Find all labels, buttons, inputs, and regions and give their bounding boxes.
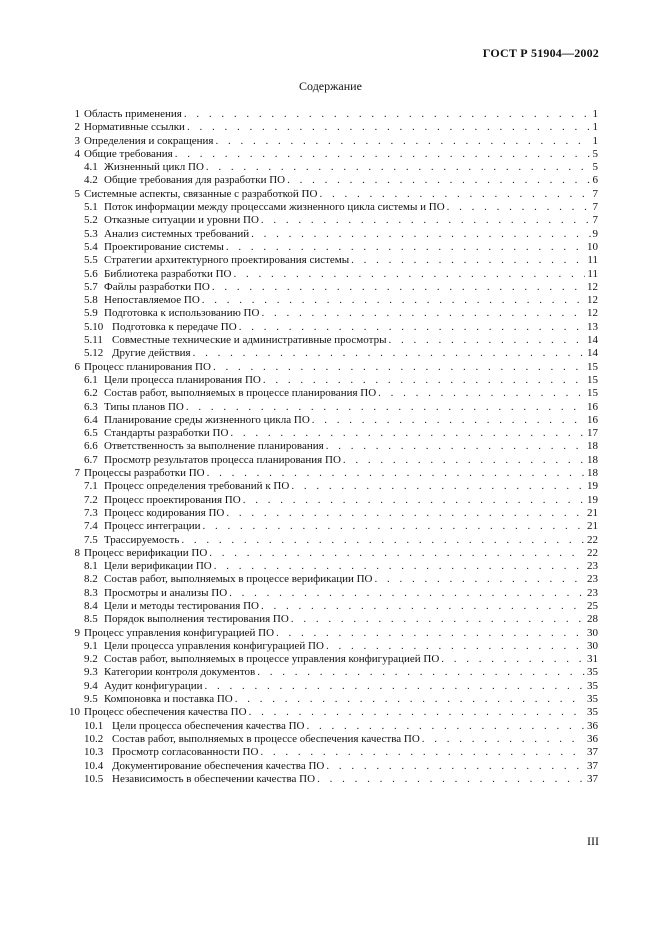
- toc-entry-page: 35: [587, 693, 598, 706]
- dot-leader: [230, 427, 585, 440]
- toc-entry-number: 5.4: [84, 240, 98, 253]
- toc-entry-title: Планирование среды жизненного цикла ПО: [104, 413, 310, 426]
- dot-leader: [378, 387, 585, 400]
- toc-entry-title: Документирование обеспечения качества ПО: [112, 759, 325, 772]
- toc-entry-number: 7: [74, 467, 80, 480]
- toc-entry-title: Цели процесса обеспечения качества ПО: [112, 719, 305, 732]
- dot-leader: [257, 666, 585, 679]
- toc-entry-title: Состав работ, выполняемых в процессе верификации ПО: [104, 573, 373, 586]
- toc-entry-number: 9.1: [84, 639, 98, 652]
- toc-entry-number: 6.1: [84, 373, 98, 386]
- dot-leader: [249, 706, 585, 719]
- toc-entry-page: 21: [587, 520, 598, 533]
- toc-entry[interactable]: [64, 600, 598, 613]
- toc-entry-title: Определения и сокращения: [84, 134, 214, 147]
- toc-entry-number: 10: [69, 706, 80, 719]
- toc-entry-page: 36: [587, 719, 598, 732]
- dot-leader: [326, 640, 585, 653]
- toc-entry-page: 5: [592, 161, 598, 174]
- toc-entry-page: 9: [592, 227, 598, 240]
- toc-entry-title: Цели верификации ПО: [104, 560, 212, 573]
- dot-leader: [193, 347, 585, 360]
- toc-entry-title: Анализ системных требований: [104, 227, 250, 240]
- toc-entry-title: Просмотры и анализы ПО: [104, 586, 228, 599]
- toc-entry[interactable]: [64, 680, 598, 693]
- toc-entry-title: Цели и методы тестирования ПО: [104, 599, 259, 612]
- dot-leader: [422, 733, 585, 746]
- toc-entry[interactable]: [64, 653, 598, 666]
- toc-entry-title: Типы планов ПО: [104, 400, 184, 413]
- toc-entry-page: 17: [587, 427, 598, 440]
- toc-entry-title: Отказные ситуации и уровни ПО: [104, 214, 259, 227]
- toc-entry-page: 15: [587, 373, 598, 386]
- toc-entry[interactable]: [64, 534, 598, 547]
- toc-entry-page: 19: [587, 480, 598, 493]
- toc-entry[interactable]: [64, 361, 598, 374]
- toc-entry-page: 35: [587, 679, 598, 692]
- toc-entry-title: Процессы разработки ПО: [84, 467, 205, 480]
- toc-entry-number: 8.1: [84, 560, 98, 573]
- toc-entry-page: 30: [587, 639, 598, 652]
- toc-entry-number: 6.2: [84, 387, 98, 400]
- toc-entry-number: 10.5: [84, 772, 104, 785]
- toc-entry-number: 5.6: [84, 267, 98, 280]
- toc-entry-number: 9: [74, 626, 80, 639]
- toc-entry-page: 31: [587, 653, 598, 666]
- toc-entry-title: Библиотека разработки ПО: [104, 267, 232, 280]
- toc-entry-number: 4: [74, 147, 80, 160]
- toc-entry-number: 5.7: [84, 280, 98, 293]
- dot-leader: [207, 467, 585, 480]
- toc-entry[interactable]: [64, 281, 598, 294]
- toc-entry[interactable]: [64, 640, 598, 653]
- toc-entry[interactable]: [64, 254, 598, 267]
- toc-entry-page: 22: [587, 546, 598, 559]
- toc-entry-page: 16: [587, 400, 598, 413]
- toc-entry[interactable]: [64, 148, 598, 161]
- dot-leader: [291, 613, 585, 626]
- toc-entry-number: 8.3: [84, 586, 98, 599]
- toc-entry-page: 37: [587, 746, 598, 759]
- toc-entry[interactable]: [64, 573, 598, 586]
- dot-leader: [343, 454, 585, 467]
- toc-entry-number: 7.2: [84, 493, 98, 506]
- dot-leader: [187, 121, 591, 134]
- standard-designation: ГОСТ Р 51904—2002: [482, 46, 599, 60]
- toc-entry-number: 9.3: [84, 666, 98, 679]
- toc-entry-page: 23: [587, 573, 598, 586]
- toc-entry-number: 5.5: [84, 254, 98, 267]
- toc-entry-number: 10.4: [84, 759, 104, 772]
- toc-entry-number: 10.1: [84, 719, 104, 732]
- toc-entry[interactable]: [64, 480, 598, 493]
- dot-leader: [212, 281, 585, 294]
- toc-entry[interactable]: [64, 773, 598, 786]
- toc-entry-page: 18: [587, 453, 598, 466]
- toc-entry-page: 11: [587, 267, 598, 280]
- toc-entry[interactable]: [64, 427, 598, 440]
- toc-entry-number: 2: [74, 121, 80, 134]
- dot-leader: [243, 494, 585, 507]
- dot-leader: [209, 547, 585, 560]
- toc-entry-page: 7: [592, 201, 598, 214]
- toc-entry-number: 5.9: [84, 307, 98, 320]
- toc-entry-number: 6: [74, 360, 80, 373]
- dot-leader: [239, 321, 585, 334]
- toc-entry[interactable]: [64, 347, 598, 360]
- dot-leader: [441, 653, 585, 666]
- toc-entry-title: Цели процесса планирования ПО: [104, 373, 261, 386]
- toc-entry[interactable]: [64, 666, 598, 679]
- toc-entry-page: 1: [592, 121, 598, 134]
- dot-leader: [181, 534, 585, 547]
- dot-leader: [261, 600, 585, 613]
- toc-entry-title: Состав работ, выполняемых в процессе управления конфигурацией ПО: [104, 653, 440, 666]
- dot-leader: [263, 374, 585, 387]
- toc-entry[interactable]: [64, 454, 598, 467]
- dot-leader: [175, 148, 591, 161]
- dot-leader: [306, 720, 585, 733]
- toc-entry-number: 5.1: [84, 201, 98, 214]
- toc-entry-number: 6.6: [84, 440, 98, 453]
- toc-entry-page: 18: [587, 440, 598, 453]
- dot-leader: [229, 587, 585, 600]
- toc-entry-title: Состав работ, выполняемых в процессе планирования ПО: [104, 387, 377, 400]
- dot-leader: [351, 254, 585, 267]
- toc-entry-title: Процесс кодирования ПО: [104, 506, 225, 519]
- toc-entry[interactable]: [64, 520, 598, 533]
- toc-entry-number: 5.2: [84, 214, 98, 227]
- toc-entry-number: 5.3: [84, 227, 98, 240]
- toc-entry[interactable]: [64, 188, 598, 201]
- toc-entry-number: 3: [74, 134, 80, 147]
- dot-leader: [214, 560, 585, 573]
- toc-entry-number: 5: [74, 187, 80, 200]
- toc-entry-page: 35: [587, 666, 598, 679]
- toc-entry-page: 5: [592, 147, 598, 160]
- dot-leader: [235, 693, 585, 706]
- toc-entry-title: Совместные технические и административные просмотры: [112, 334, 387, 347]
- toc-entry-page: 7: [592, 187, 598, 200]
- dot-leader: [215, 135, 590, 148]
- toc-entry[interactable]: [64, 760, 598, 773]
- toc-entry-number: 6.7: [84, 453, 98, 466]
- toc-entry-title: Ответственность за выполнение планирования: [104, 440, 324, 453]
- toc-entry-number: 9.4: [84, 679, 98, 692]
- toc-entry-title: Процесс интеграции: [104, 520, 201, 533]
- toc-entry[interactable]: [64, 706, 598, 719]
- toc-entry[interactable]: [64, 294, 598, 307]
- toc-entry-page: 1: [592, 108, 598, 120]
- toc-entry-title: Общие требования для разработки ПО: [104, 174, 286, 187]
- toc-entry[interactable]: [64, 494, 598, 507]
- toc-entry-title: Нормативные ссылки: [84, 121, 185, 134]
- toc-entry-number: 7.5: [84, 533, 98, 546]
- toc-title: Содержание: [299, 79, 362, 93]
- toc-entry-page: 37: [587, 772, 598, 785]
- toc-entry[interactable]: [64, 560, 598, 573]
- dot-leader: [317, 773, 585, 786]
- toc-entry-title: Поток информации между процессами жизненного цикла системы и ПО: [104, 201, 445, 214]
- toc-entry-page: 37: [587, 759, 598, 772]
- toc-entry-page: 12: [587, 280, 598, 293]
- toc-entry-page: 15: [587, 387, 598, 400]
- toc-entry[interactable]: [64, 414, 598, 427]
- toc-entry-title: Стандарты разработки ПО: [104, 427, 229, 440]
- dot-leader: [203, 520, 585, 533]
- toc-entry-title: Стратегии архитектурного проектирования системы: [104, 254, 350, 267]
- toc-entry-number: 4.1: [84, 161, 98, 174]
- toc-entry[interactable]: [64, 174, 598, 187]
- toc-entry-page: 30: [587, 626, 598, 639]
- dot-leader: [375, 573, 586, 586]
- toc-entry-title: Подготовка к передаче ПО: [112, 320, 237, 333]
- toc-entry-page: 7: [592, 214, 598, 227]
- toc-entry[interactable]: [64, 547, 598, 560]
- toc-entry[interactable]: [64, 627, 598, 640]
- dot-leader: [226, 507, 585, 520]
- toc-entry-page: 15: [587, 360, 598, 373]
- toc-entry[interactable]: [64, 334, 598, 347]
- toc-entry-title: Другие действия: [112, 347, 191, 360]
- toc-entry[interactable]: [64, 228, 598, 241]
- toc-entry[interactable]: [64, 387, 598, 400]
- toc-entry-page: 36: [587, 732, 598, 745]
- toc-entry-number: 9.2: [84, 653, 98, 666]
- toc-entry-title: Цели процесса управления конфигурацией ПО: [104, 639, 324, 652]
- toc-entry[interactable]: [64, 613, 598, 626]
- toc-entry-page: 16: [587, 413, 598, 426]
- toc-entry-title: Порядок выполнения тестирования ПО: [104, 613, 289, 626]
- toc-entry-page: 10: [587, 240, 598, 253]
- toc-entry-number: 10.3: [84, 746, 104, 759]
- toc-entry-title: Просмотр результатов процесса планирования ПО: [104, 453, 341, 466]
- toc-entry[interactable]: [64, 241, 598, 254]
- toc-entry-page: 11: [587, 254, 598, 267]
- dot-leader: [319, 188, 590, 201]
- page-number: III: [587, 834, 599, 848]
- toc-entry[interactable]: [64, 587, 598, 600]
- toc-entry-number: 6.5: [84, 427, 98, 440]
- dot-leader: [326, 760, 585, 773]
- dot-leader: [184, 108, 591, 121]
- toc-entry-page: 1: [592, 134, 598, 147]
- toc-entry-number: 4.2: [84, 174, 98, 187]
- toc-entry-page: 22: [587, 533, 598, 546]
- toc-entry[interactable]: [64, 321, 598, 334]
- toc-entry-title: Процесс управления конфигурацией ПО: [84, 626, 275, 639]
- toc-entry-title: Жизненный цикл ПО: [104, 161, 204, 174]
- toc-entry-page: 23: [587, 560, 598, 573]
- toc-entry-number: 10.2: [84, 732, 104, 745]
- toc-entry-number: 5.8: [84, 294, 98, 307]
- toc-entry-number: 1: [74, 108, 80, 120]
- toc-entry[interactable]: [64, 201, 598, 214]
- toc-entry-number: 9.5: [84, 693, 98, 706]
- toc-entry-page: 13: [587, 320, 598, 333]
- toc-entry-page: 19: [587, 493, 598, 506]
- toc-entry[interactable]: [64, 374, 598, 387]
- toc-entry-page: 35: [587, 706, 598, 719]
- dot-leader: [204, 680, 585, 693]
- toc-entry[interactable]: [64, 214, 598, 227]
- toc-entry-title: Просмотр согласованности ПО: [112, 746, 259, 759]
- toc-entry-number: 8.4: [84, 599, 98, 612]
- toc-entry-number: 8.5: [84, 613, 98, 626]
- toc-entry[interactable]: [64, 467, 598, 480]
- dot-leader: [261, 214, 591, 227]
- toc-entry-number: 8: [74, 546, 80, 559]
- toc-entry-title: Аудит конфигурации: [104, 679, 203, 692]
- toc-entry[interactable]: [64, 720, 598, 733]
- toc-entry-title: Процесс обеспечения качества ПО: [84, 706, 247, 719]
- toc-entry-title: Общие требования: [84, 147, 173, 160]
- toc-entry[interactable]: [64, 135, 598, 148]
- toc-entry-page: 28: [587, 613, 598, 626]
- dot-leader: [234, 268, 586, 281]
- dot-leader: [276, 627, 585, 640]
- toc-entry-title: Процесс планирования ПО: [84, 360, 211, 373]
- toc-entry-title: Область применения: [84, 108, 182, 120]
- toc-entry-number: 5.11: [84, 334, 103, 347]
- dot-leader: [260, 746, 585, 759]
- dot-leader: [213, 361, 585, 374]
- toc-entry-title: Категории контроля документов: [104, 666, 256, 679]
- dot-leader: [226, 241, 585, 254]
- toc-entry-title: Файлы разработки ПО: [104, 280, 210, 293]
- dot-leader: [202, 294, 585, 307]
- toc-entry-page: 18: [587, 467, 598, 480]
- toc-entry-title: Состав работ, выполняемых в процессе обеспечения качества ПО: [112, 732, 420, 745]
- toc-entry-number: 7.4: [84, 520, 98, 533]
- toc-entry-title: Компоновка и поставка ПО: [104, 693, 233, 706]
- toc-entry-page: 12: [587, 307, 598, 320]
- dot-leader: [186, 401, 585, 414]
- dot-leader: [287, 174, 590, 187]
- toc-entry-title: Процесс верификации ПО: [84, 546, 208, 559]
- toc-entry[interactable]: [64, 161, 598, 174]
- toc-entry[interactable]: [64, 440, 598, 453]
- toc-entry[interactable]: [64, 307, 598, 320]
- toc-entry[interactable]: [64, 401, 598, 414]
- dot-leader: [291, 480, 585, 493]
- dot-leader: [447, 201, 591, 214]
- toc-entry-page: 14: [587, 334, 598, 347]
- toc-entry-page: 21: [587, 506, 598, 519]
- toc-entry-page: 6: [592, 174, 598, 187]
- toc-entry-title: Процесс проектирования ПО: [104, 493, 241, 506]
- dot-leader: [251, 228, 590, 241]
- dot-leader: [326, 440, 585, 453]
- dot-leader: [261, 307, 585, 320]
- toc-entry-number: 7.1: [84, 480, 98, 493]
- toc-entry[interactable]: [64, 268, 598, 281]
- toc-entry-title: Проектирование системы: [104, 240, 224, 253]
- toc-entry-number: 5.12: [84, 347, 104, 360]
- toc-entry-number: 7.3: [84, 506, 98, 519]
- toc-entry-title: Процесс определения требований к ПО: [104, 480, 290, 493]
- toc-entry[interactable]: [64, 507, 598, 520]
- toc-entry-title: Непоставляемое ПО: [104, 294, 200, 307]
- toc-entry-title: Независимость в обеспечении качества ПО: [112, 772, 316, 785]
- toc-entry-number: 8.2: [84, 573, 98, 586]
- toc-entry[interactable]: [64, 746, 598, 759]
- toc-entry-page: 14: [587, 347, 598, 360]
- toc-entry-title: Трассируемость: [104, 533, 180, 546]
- dot-leader: [388, 334, 585, 347]
- toc-entry-number: 6.4: [84, 413, 98, 426]
- toc-entry[interactable]: [64, 108, 598, 121]
- toc-entry[interactable]: [64, 121, 598, 134]
- toc-entry-number: 5.10: [84, 320, 104, 333]
- toc-entry[interactable]: [64, 733, 598, 746]
- dot-leader: [312, 414, 585, 427]
- toc-entry-title: Системные аспекты, связанные с разработкой ПО: [84, 187, 318, 200]
- toc-entry[interactable]: [64, 693, 598, 706]
- dot-leader: [206, 161, 591, 174]
- toc-entry-number: 6.3: [84, 400, 98, 413]
- toc-entry-page: 23: [587, 586, 598, 599]
- toc-entry-title: Подготовка к использованию ПО: [104, 307, 260, 320]
- toc-entry-page: 25: [587, 599, 598, 612]
- table-of-contents: [64, 108, 598, 786]
- toc-entry-page: 12: [587, 294, 598, 307]
